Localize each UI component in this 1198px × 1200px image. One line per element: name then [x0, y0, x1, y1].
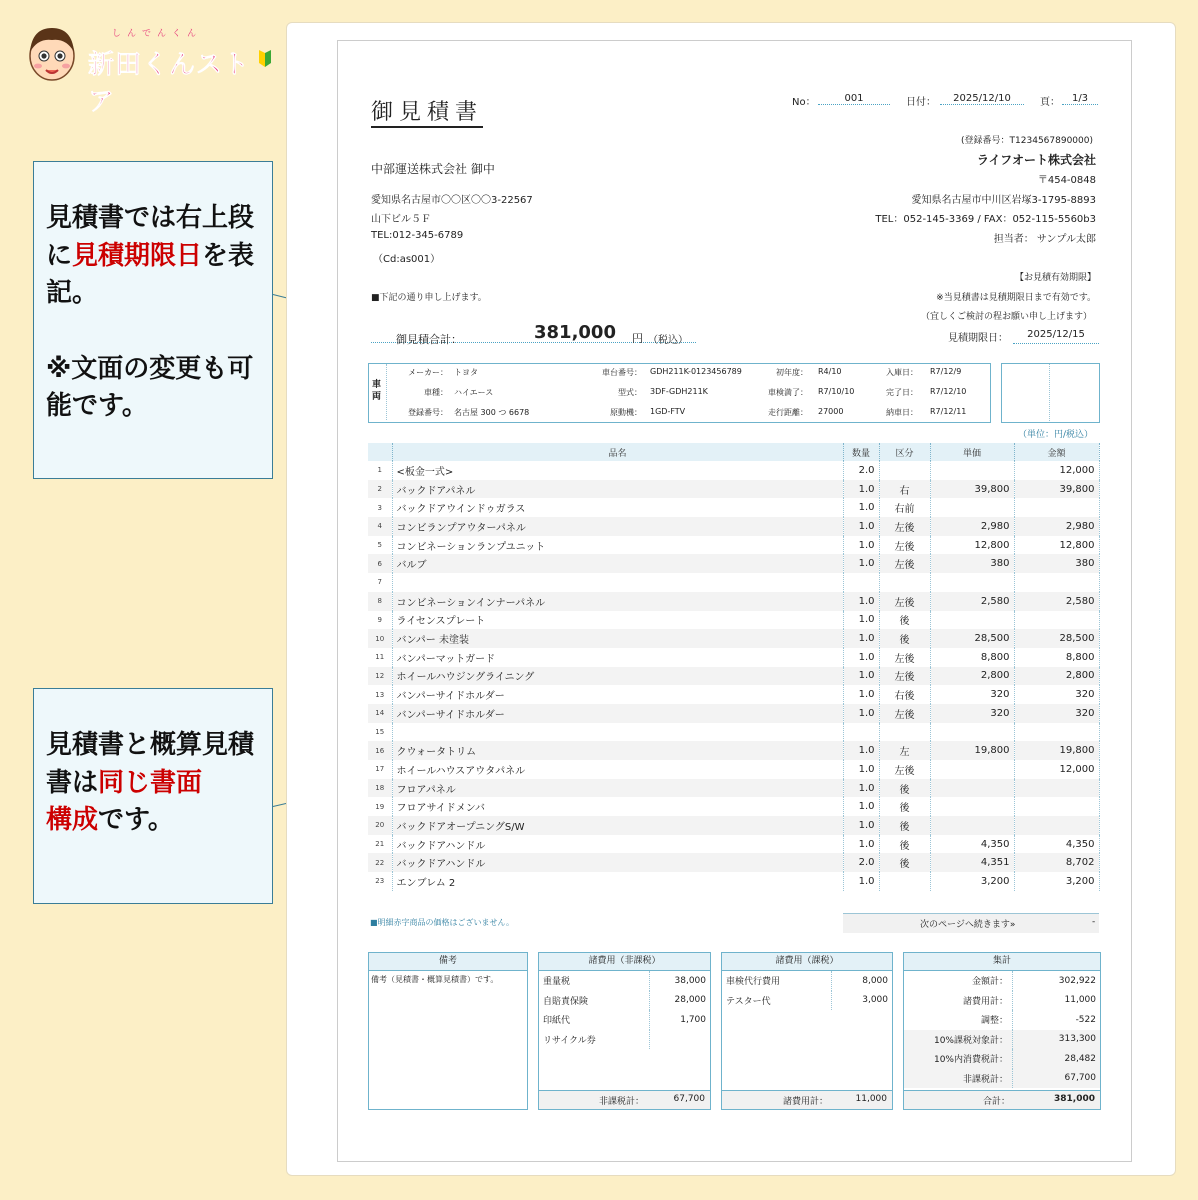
- total-unit: 円: [632, 332, 643, 345]
- items-cell: 15: [368, 723, 392, 742]
- vehicle-field-value: R7/12/10: [930, 387, 967, 396]
- vehicle-field-label: 走行距離：: [768, 408, 808, 417]
- items-table: [368, 443, 1100, 891]
- items-cell: [1014, 779, 1099, 798]
- table-row: [368, 592, 1099, 611]
- items-cell: 後: [879, 835, 930, 854]
- items-cell: バンパーマットガード: [392, 648, 843, 667]
- items-cell: 1.0: [843, 554, 879, 573]
- table-row: [539, 1010, 710, 1030]
- items-cell: 1.0: [843, 872, 879, 891]
- vehicle-field-value: 3DF-GDH211K: [650, 387, 708, 396]
- table-row: [368, 704, 1099, 723]
- items-cell: 左後: [879, 704, 930, 723]
- items-cell: フロアパネル: [392, 779, 843, 798]
- vehicle-field-label: 車台番号：: [602, 368, 642, 377]
- vehicle-field-label: 登録番号：: [408, 408, 448, 417]
- vehicle-field-value: 名古屋 300 つ 6678: [454, 408, 530, 417]
- fee-label: 車検代行費用: [726, 977, 781, 988]
- items-cell: バックドアハンドル: [392, 853, 843, 872]
- items-cell: 1.0: [843, 779, 879, 798]
- items-cell: バックドアウインドゥガラス: [392, 498, 843, 517]
- items-cell: [930, 573, 1014, 592]
- fee-value: 302,922: [1058, 975, 1096, 986]
- items-cell: [930, 723, 1014, 742]
- items-cell: 8,800: [930, 648, 1014, 667]
- items-cell: コンビネーションランプユニット: [392, 536, 843, 555]
- nontax-fees-table: [539, 971, 710, 1049]
- fee-value: 67,700: [1013, 1069, 1101, 1089]
- callout-same-layout-note: [33, 688, 273, 904]
- items-cell: 左: [879, 741, 930, 760]
- items-cell: コンビランプアウターパネル: [392, 517, 843, 536]
- fee-label: 諸費用計：: [904, 991, 1013, 1011]
- fee-label: 10%内消費税計：: [904, 1049, 1013, 1069]
- items-cell: バンパーサイドホルダー: [392, 685, 843, 704]
- table-row: [539, 971, 710, 991]
- items-cell: 8: [368, 592, 392, 611]
- items-cell: バルブ: [392, 554, 843, 573]
- fee-label: 非課税計：: [904, 1069, 1013, 1089]
- items-cell: 22: [368, 853, 392, 872]
- callout-text: 見積書と概算見積書は: [46, 730, 255, 798]
- items-cell: 1.0: [843, 835, 879, 854]
- items-cell: 39,800: [1014, 480, 1099, 499]
- items-cell: 320: [930, 685, 1014, 704]
- items-cell: コンビネーションインナーパネル: [392, 592, 843, 611]
- items-cell: [930, 498, 1014, 517]
- items-cell: 12,000: [1014, 461, 1099, 480]
- tax-fees-title: 諸費用（課税）: [722, 953, 892, 971]
- items-cell: 8,800: [1014, 648, 1099, 667]
- nontax-fees-title: 諸費用（非課税）: [539, 953, 710, 971]
- table-row: [368, 648, 1099, 667]
- table-row: [368, 573, 1099, 592]
- items-cell: 28,500: [930, 629, 1014, 648]
- fee-value: 11,000: [1064, 995, 1096, 1006]
- customer-tel: TEL:012-345-6789: [371, 230, 464, 241]
- logo-ruby: しんでんくん: [112, 29, 203, 39]
- vehicle-field-label: 完了日：: [886, 388, 918, 397]
- table-row: [368, 816, 1099, 835]
- logo-text: 新田くんストア: [88, 50, 251, 117]
- table-row: [368, 723, 1099, 742]
- table-row: [368, 498, 1099, 517]
- doc-date: 2025/12/10: [940, 93, 1024, 105]
- document-title: 御見積書: [371, 95, 483, 128]
- items-cell: エンブレム 2: [392, 872, 843, 891]
- table-row: [368, 779, 1099, 798]
- items-cell: 後: [879, 816, 930, 835]
- items-cell: 7: [368, 573, 392, 592]
- items-cell: 1.0: [843, 648, 879, 667]
- items-cell: 3: [368, 498, 392, 517]
- items-cell: 10: [368, 629, 392, 648]
- items-cell: 4,350: [930, 835, 1014, 854]
- table-row: [368, 685, 1099, 704]
- items-cell: 3,200: [1014, 872, 1099, 891]
- fee-value: 38,000: [650, 971, 711, 991]
- items-cell: 2,800: [1014, 667, 1099, 686]
- table-row: [368, 760, 1099, 779]
- nontax-fees-footer: [539, 1090, 710, 1109]
- date-label: 日付：: [906, 97, 936, 108]
- vehicle-divider: [386, 364, 387, 420]
- page-number: 1/3: [1062, 93, 1098, 105]
- fee-label: 印紙代: [543, 1016, 571, 1027]
- vehicle-field-value: R7/12/11: [930, 407, 967, 416]
- items-cell: 17: [368, 760, 392, 779]
- page-label: 頁：: [1040, 97, 1060, 108]
- items-cell: 左後: [879, 648, 930, 667]
- items-cell: [392, 723, 843, 742]
- items-cell: [1014, 573, 1099, 592]
- items-cell: フロアサイドメンバ: [392, 797, 843, 816]
- customer-address-1: 愛知県名古屋市〇〇区〇〇3-22567: [371, 195, 533, 206]
- items-cell: 1.0: [843, 760, 879, 779]
- table-row: [368, 853, 1099, 872]
- next-page-note: 次のページへ続きます»: [920, 920, 1016, 930]
- callout-text: です。: [98, 805, 174, 836]
- items-cell: 2: [368, 480, 392, 499]
- items-cell: 9: [368, 611, 392, 630]
- callout-expiry-note: [33, 161, 273, 479]
- items-header-cell: 品名: [392, 443, 843, 461]
- items-header-cell: 数量: [843, 443, 879, 461]
- items-cell: バックドアオープニングS/W: [392, 816, 843, 835]
- items-cell: 左後: [879, 554, 930, 573]
- store-logo: [26, 22, 276, 117]
- items-cell: 12: [368, 667, 392, 686]
- vehicle-field-value: R7/10/10: [818, 387, 855, 396]
- mascot-face-icon: [26, 22, 78, 84]
- items-cell: バンパーサイドホルダー: [392, 704, 843, 723]
- unit-note: （単位：円/税込）: [1017, 430, 1093, 440]
- vehicle-field-label: 納車日：: [886, 408, 918, 417]
- items-cell: バックドアハンドル: [392, 835, 843, 854]
- items-cell: 1.0: [843, 480, 879, 499]
- vehicle-field-value: トヨタ: [454, 368, 478, 377]
- table-row: [368, 461, 1099, 480]
- items-cell: 23: [368, 872, 392, 891]
- customer-name: 中部運送株式会社 御中: [371, 162, 495, 176]
- nontax-foot-label: 非課税計：: [598, 1097, 644, 1107]
- table-row: [904, 991, 1100, 1011]
- fee-value: [650, 1030, 711, 1050]
- items-cell: 320: [930, 704, 1014, 723]
- items-cell: 19: [368, 797, 392, 816]
- nontax-foot-value: 67,700: [673, 1094, 705, 1104]
- items-cell: [843, 573, 879, 592]
- items-cell: 19,800: [930, 741, 1014, 760]
- items-cell: ホイールハウスアウタパネル: [392, 760, 843, 779]
- items-cell: クウォータトリム: [392, 741, 843, 760]
- items-cell: 4: [368, 517, 392, 536]
- items-cell: 1.0: [843, 704, 879, 723]
- company-zip: 〒454-0848: [1037, 175, 1096, 186]
- table-row: [368, 554, 1099, 573]
- items-cell: 左後: [879, 592, 930, 611]
- vehicle-field-value: 1GD-FTV: [650, 407, 686, 416]
- items-cell: 20: [368, 816, 392, 835]
- vehicle-field-value: 27000: [818, 407, 844, 416]
- validity-text-1: ※当見積書は見積期限日まで有効です。: [936, 293, 1096, 303]
- table-row: [904, 971, 1100, 991]
- items-cell: [1014, 498, 1099, 517]
- fee-label: 自賠責保険: [543, 996, 589, 1007]
- vehicle-field-label: 初年度：: [776, 368, 808, 377]
- items-cell: 4,351: [930, 853, 1014, 872]
- items-cell: <板金一式>: [392, 461, 843, 480]
- items-cell: 1.0: [843, 592, 879, 611]
- items-header-cell: 金額: [1014, 443, 1099, 461]
- items-cell: [1014, 797, 1099, 816]
- table-row: [539, 1030, 710, 1050]
- table-row: [368, 797, 1099, 816]
- expiry-label: 見積期限日：: [948, 333, 1008, 344]
- expiry-date: 2025/12/15: [1013, 329, 1099, 344]
- validity-heading: 【お見積有効期限】: [1014, 273, 1096, 283]
- table-row: [368, 611, 1099, 630]
- items-cell: 6: [368, 554, 392, 573]
- company-address: 愛知県名古屋市中川区岩塚3-1795-8893: [911, 195, 1096, 206]
- items-footnote: ■明細赤字商品の価格はございません。: [370, 918, 515, 927]
- callout-highlight: 同じ書面: [98, 767, 203, 798]
- items-cell: 後: [879, 629, 930, 648]
- items-cell: [930, 816, 1014, 835]
- items-cell: 右前: [879, 498, 930, 517]
- doc-number: 001: [818, 93, 890, 105]
- fee-value: 8,000: [832, 971, 893, 991]
- remarks-box: [368, 952, 528, 1110]
- items-cell: 2,980: [1014, 517, 1099, 536]
- items-cell: 後: [879, 853, 930, 872]
- items-cell: バンパー 未塗装: [392, 629, 843, 648]
- remarks-text: 備考（見積書・概算見積書）です。: [371, 975, 499, 984]
- no-label: No：: [792, 97, 816, 108]
- items-cell: 左後: [879, 667, 930, 686]
- fee-value: 3,000: [832, 991, 893, 1011]
- fee-value: -522: [1075, 1014, 1096, 1025]
- vehicle-field-label: 車種：: [424, 388, 448, 397]
- items-cell: 380: [1014, 554, 1099, 573]
- customer-address-2: 山下ビル５Ｆ: [371, 214, 431, 225]
- summary-box: [903, 952, 1101, 1110]
- tax-fees-table: [722, 971, 892, 1010]
- tax-foot-value: 11,000: [855, 1094, 887, 1104]
- summary-foot-label: 合計：: [982, 1097, 1010, 1107]
- fee-label: リサイクル券: [543, 1035, 596, 1046]
- vehicle-field-value: GDH211K-0123456789: [650, 367, 742, 376]
- items-header-cell: [368, 443, 392, 461]
- photo-divider: [1049, 364, 1050, 421]
- items-cell: 後: [879, 797, 930, 816]
- table-row: [368, 667, 1099, 686]
- items-cell: 後: [879, 611, 930, 630]
- summary-foot-value: 381,000: [1054, 1094, 1095, 1104]
- table-row: [904, 1049, 1100, 1069]
- fee-value: 313,300: [1013, 1030, 1101, 1050]
- tax-fees-box: [721, 952, 893, 1110]
- items-cell: 1.0: [843, 797, 879, 816]
- total-amount: 381,000: [534, 322, 616, 343]
- table-row: [904, 1010, 1100, 1030]
- items-cell: [879, 461, 930, 480]
- items-cell: 左後: [879, 536, 930, 555]
- table-row: [722, 971, 892, 991]
- callout-text: を表記。 ※文面の変更も可能です。: [46, 240, 255, 422]
- items-cell: 18: [368, 779, 392, 798]
- items-cell: [879, 573, 930, 592]
- vehicle-side-label: 車両: [372, 380, 382, 402]
- table-row: [368, 480, 1099, 499]
- vehicle-field-label: 車検満了：: [768, 388, 808, 397]
- items-cell: 1.0: [843, 629, 879, 648]
- items-cell: [930, 779, 1014, 798]
- vehicle-field-value: R7/12/9: [930, 367, 962, 376]
- items-cell: 2.0: [843, 461, 879, 480]
- fee-label: 金額計：: [904, 971, 1013, 991]
- items-cell: 右後: [879, 685, 930, 704]
- items-cell: 12,800: [930, 536, 1014, 555]
- items-cell: ホイールハウジングライニング: [392, 667, 843, 686]
- items-cell: 320: [1014, 704, 1099, 723]
- vehicle-photo-frame: [1001, 363, 1100, 423]
- summary-footer: [904, 1090, 1100, 1109]
- items-cell: [392, 573, 843, 592]
- table-row: [368, 741, 1099, 760]
- items-cell: 左後: [879, 760, 930, 779]
- vehicle-field-label: 型式：: [618, 388, 642, 397]
- total-label: 御見積合計：: [396, 333, 462, 346]
- items-cell: 2,800: [930, 667, 1014, 686]
- vehicle-field-value: R4/10: [818, 367, 842, 376]
- company-name: ライフオート株式会社: [976, 153, 1096, 167]
- fee-label: 調整：: [904, 1010, 1013, 1030]
- customer-code: （Cd:as001）: [373, 254, 441, 265]
- items-cell: 21: [368, 835, 392, 854]
- items-cell: 1.0: [843, 517, 879, 536]
- table-row: [904, 1030, 1100, 1050]
- items-cell: 19,800: [1014, 741, 1099, 760]
- fee-label: 重量税: [543, 977, 571, 988]
- items-cell: ライセンスプレート: [392, 611, 843, 630]
- items-cell: 1.0: [843, 536, 879, 555]
- callout-highlight: 見積期限日: [72, 240, 203, 271]
- items-cell: 2.0: [843, 853, 879, 872]
- intro-text: ■下記の通り申し上げます。: [371, 293, 487, 303]
- items-cell: 左後: [879, 517, 930, 536]
- fee-value: 28,000: [650, 991, 711, 1011]
- items-cell: 28,500: [1014, 629, 1099, 648]
- items-header-cell: 単価: [930, 443, 1014, 461]
- validity-text-2: （宜しくご検討の程お願い申し上げます）: [920, 312, 1092, 322]
- items-header-cell: 区分: [879, 443, 930, 461]
- items-cell: 11: [368, 648, 392, 667]
- total-tax-note: （税込）: [648, 335, 688, 346]
- items-cell: [1014, 816, 1099, 835]
- items-cell: 1.0: [843, 816, 879, 835]
- vehicle-field-label: 入庫日：: [886, 368, 918, 377]
- table-row: [539, 991, 710, 1011]
- items-cell: 1.0: [843, 741, 879, 760]
- items-cell: 2,580: [1014, 592, 1099, 611]
- items-cell: 39,800: [930, 480, 1014, 499]
- items-cell: [879, 872, 930, 891]
- callout-highlight: 構成: [46, 805, 99, 836]
- fee-value: 28,482: [1013, 1049, 1101, 1069]
- items-cell: 2,980: [930, 517, 1014, 536]
- items-cell: 右: [879, 480, 930, 499]
- staff-name: 担当者： サンプル太郎: [993, 234, 1096, 245]
- items-cell: 13: [368, 685, 392, 704]
- items-cell: 1.0: [843, 611, 879, 630]
- items-cell: 12,800: [1014, 536, 1099, 555]
- table-row: [368, 872, 1099, 891]
- items-cell: [1014, 723, 1099, 742]
- registration-number: (登録番号：T1234567890000): [961, 136, 1093, 146]
- items-cell: 1.0: [843, 667, 879, 686]
- items-cell: 380: [930, 554, 1014, 573]
- tax-fees-footer: [722, 1090, 892, 1109]
- callout-text: 見積書では右上段に: [46, 203, 255, 271]
- items-cell: 8,702: [1014, 853, 1099, 872]
- remarks-title: 備考: [369, 953, 527, 971]
- items-cell: [930, 797, 1014, 816]
- tax-foot-label: 諸費用計：: [782, 1097, 828, 1107]
- vehicle-field-label: 原動機：: [610, 408, 642, 417]
- items-cell: 12,000: [1014, 760, 1099, 779]
- items-cell: 1: [368, 461, 392, 480]
- items-cell: 1.0: [843, 685, 879, 704]
- items-cell: 320: [1014, 685, 1099, 704]
- summary-title: 集計: [904, 953, 1100, 971]
- items-cell: バックドアパネル: [392, 480, 843, 499]
- fee-value: 1,700: [650, 1010, 711, 1030]
- items-cell: 16: [368, 741, 392, 760]
- items-cell: [930, 461, 1014, 480]
- table-row: [722, 991, 892, 1011]
- items-cell: [930, 760, 1014, 779]
- items-cell: 1.0: [843, 498, 879, 517]
- table-row: [368, 629, 1099, 648]
- table-row: [368, 517, 1099, 536]
- fee-label: 10%課税対象計：: [904, 1030, 1013, 1050]
- items-cell: [1014, 611, 1099, 630]
- vehicle-field-value: ハイエース: [454, 388, 494, 397]
- fee-label: テスター代: [726, 996, 771, 1007]
- table-row: [368, 536, 1099, 555]
- next-page-cell: -: [1092, 917, 1096, 927]
- items-cell: 2,580: [930, 592, 1014, 611]
- items-cell: 後: [879, 779, 930, 798]
- summary-table: [904, 971, 1100, 1088]
- items-cell: 14: [368, 704, 392, 723]
- nontax-fees-box: [538, 952, 711, 1110]
- items-cell: [843, 723, 879, 742]
- items-cell: 4,350: [1014, 835, 1099, 854]
- table-row: [368, 835, 1099, 854]
- vehicle-field-label: メーカー：: [408, 368, 448, 377]
- items-cell: 5: [368, 536, 392, 555]
- items-cell: 3,200: [930, 872, 1014, 891]
- items-cell: [930, 611, 1014, 630]
- company-tel-fax: TEL：052-145-3369 / FAX：052-115-5560b3: [875, 214, 1096, 225]
- items-cell: [879, 723, 930, 742]
- table-row: [904, 1069, 1100, 1089]
- beginner-mark-icon: [258, 50, 272, 68]
